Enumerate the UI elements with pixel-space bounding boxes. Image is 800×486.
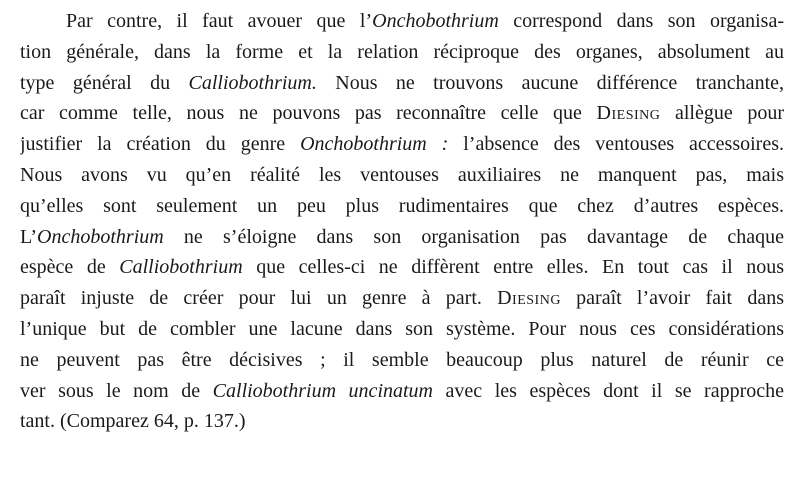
text-segment: L’ bbox=[20, 225, 38, 248]
text-segment: ver sous le nom de bbox=[20, 379, 213, 402]
text-segment: ne s’éloigne dans son organisation pas davantage de chaque bbox=[163, 225, 784, 248]
italic-text: Calliobothrium. bbox=[188, 71, 317, 94]
document-page bbox=[20, 6, 784, 437]
text-segment: Nous ne trouvons aucune différence tranchante, bbox=[316, 71, 784, 94]
italic-text: Onchobothrium bbox=[37, 225, 164, 248]
text-segment: avec les espèces dont il se rapproche bbox=[433, 379, 784, 402]
text-segment: paraît injuste de créer pour lui un genre à part. bbox=[20, 287, 498, 310]
text-segment: que celles-ci ne diffèrent entre elles. En tout cas il nous bbox=[242, 256, 784, 279]
text-segment: type général du bbox=[20, 71, 189, 94]
author-name: Diesing bbox=[596, 102, 661, 125]
text-line bbox=[20, 129, 784, 160]
text-line bbox=[20, 98, 784, 129]
italic-text: Calliobothrium uncinatum bbox=[212, 379, 433, 402]
italic-text: Calliobothrium bbox=[119, 256, 243, 279]
text-segment: paraît l’avoir fait dans bbox=[560, 287, 784, 310]
text-line bbox=[20, 314, 784, 345]
text-segment: ne peuvent pas être décisives ; il semble beaucoup plus naturel de réunir ce bbox=[20, 348, 784, 371]
text-segment: justifier la création du genre bbox=[20, 133, 301, 156]
italic-text: Onchobothrium bbox=[372, 10, 499, 32]
text-segment: Par contre, il faut avouer que l’ bbox=[66, 10, 373, 32]
text-line bbox=[20, 6, 784, 37]
text-line bbox=[20, 283, 784, 314]
text-line bbox=[20, 222, 784, 253]
text-segment: correspond dans son organisa- bbox=[498, 10, 784, 32]
text-line bbox=[20, 406, 784, 437]
text-segment: l’absence des ventouses accessoires. bbox=[448, 133, 784, 156]
text-segment: qu’elles sont seulement un peu plus rudimentaires que chez d’autres espèces. bbox=[20, 194, 784, 217]
text-segment: l’unique but de combler une lacune dans son système. Pour nous ces considérations bbox=[20, 317, 784, 340]
text-segment: tant. (Comparez 64, p. 137.) bbox=[20, 410, 246, 433]
text-line bbox=[20, 376, 784, 407]
text-segment: car comme telle, nous ne pouvons pas reconnaître celle que bbox=[20, 102, 597, 125]
text-segment: tion générale, dans la forme et la relation réciproque des organes, absolument au bbox=[20, 40, 784, 63]
italic-text: Onchobothrium : bbox=[300, 133, 449, 156]
text-segment: allègue pour bbox=[660, 102, 784, 125]
text-line bbox=[20, 37, 784, 68]
author-name: Diesing bbox=[497, 287, 561, 310]
text-line bbox=[20, 160, 784, 191]
text-line bbox=[20, 68, 784, 99]
text-line bbox=[20, 191, 784, 222]
text-segment: espèce de bbox=[20, 256, 120, 279]
text-line bbox=[20, 252, 784, 283]
body-paragraph bbox=[20, 6, 784, 437]
text-segment: Nous avons vu qu’en réalité les ventouses auxiliaires ne manquent pas, mais bbox=[20, 163, 784, 186]
text-line bbox=[20, 345, 784, 376]
